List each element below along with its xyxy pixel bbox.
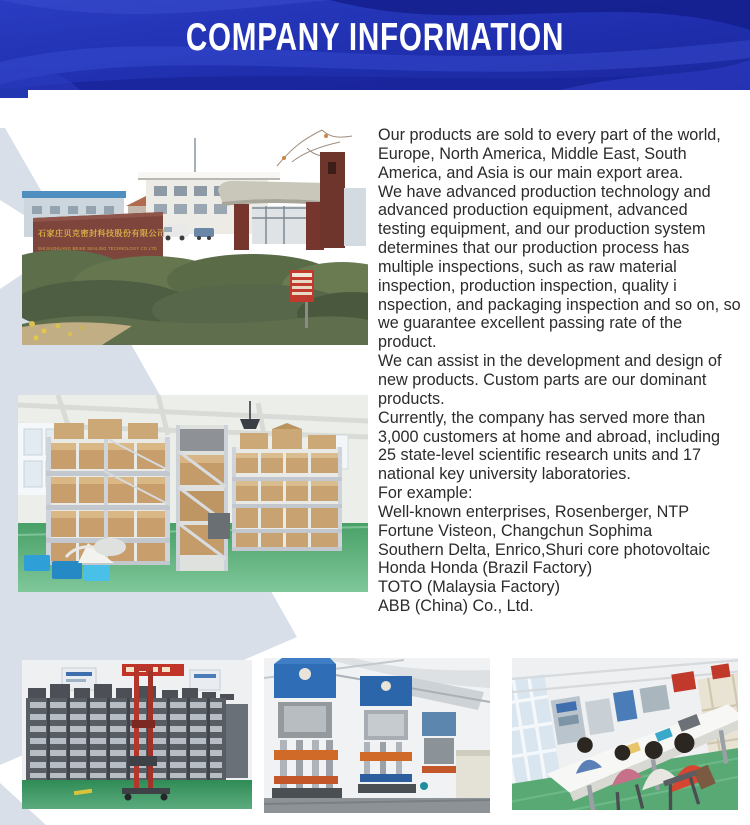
about-text-line: multiple inspections, such as raw material [378, 257, 677, 276]
about-text-line: TOTO (Malaysia Factory) [378, 578, 560, 597]
about-text-line: Well-known enterprises, Rosenberger, NTP [378, 502, 689, 521]
press-machine-2 [358, 676, 416, 793]
about-text-line: ABB (China) Co., Ltd. [378, 597, 534, 616]
about-text-line: advanced production equipment, advanced [378, 201, 688, 220]
press-machine-1 [272, 658, 342, 798]
about-text-line: 25 state-level scientific research units and 17 [378, 446, 702, 465]
about-text-line: we guarantee excellent passing rate of the [378, 314, 683, 333]
about-text-line: For example: [378, 484, 473, 503]
hose-coil [420, 782, 428, 790]
right-tower [320, 152, 366, 248]
about-text-line: Southern Delta, Enrico,Shuri core photovoltaic [378, 540, 711, 559]
cabinet-top [456, 750, 490, 756]
about-text-line: America, and Asia is our main export area. [378, 163, 684, 182]
company-sign-english: SHIJIAZHUANG BEIKE SEALING TECHNOLOGY CO LTD [38, 246, 157, 251]
about-text-line: inspection, production inspection, quality i [378, 276, 677, 295]
header-left-tab [0, 88, 28, 98]
office-photo [512, 658, 738, 810]
machinery-photo [264, 658, 490, 813]
rack-block-2 [232, 447, 342, 551]
about-text-line: Honda Honda (Brazil Factory) [378, 559, 593, 578]
header-banner [0, 0, 750, 90]
mold-racks-photo [22, 660, 252, 809]
about-text-line: testing equipment, and our production system [378, 220, 706, 239]
aisle-chair [208, 513, 230, 539]
company-sign-chinese: 石家庄贝克密封科技股份有限公司 [38, 229, 166, 238]
about-text-line: product. [378, 333, 437, 352]
about-text-line: national key university laboratories. [378, 465, 631, 484]
about-text-line: products. [378, 389, 445, 408]
about-text-line: 3,000 customers at home and abroad, including [378, 427, 720, 446]
control-cabinet [456, 754, 490, 802]
leaf-dot [324, 134, 328, 138]
about-text-line: We have advanced production technology and [378, 182, 711, 201]
about-text-line: Europe, North America, Middle East, South [378, 144, 687, 163]
entrance-gate [218, 181, 336, 250]
page-title: COMPANY INFORMATION [185, 16, 565, 59]
warehouse-photo [18, 395, 368, 592]
rack-tower [176, 425, 228, 571]
about-text-line: determines that our production process has [378, 239, 690, 258]
about-text-line: nspection, and packaging inspection and so on, so [378, 295, 741, 314]
about-text-line: We can assist in the development and design of [378, 352, 722, 371]
company-description [378, 126, 748, 616]
press-machine-3 [422, 712, 456, 773]
about-text-line: Our products are sold to every part of the world, [378, 126, 721, 144]
factory-entrance-photo [22, 128, 368, 345]
about-text-line: Fortune Visteon, Changchun Sophima [378, 521, 653, 540]
leaf-dot [282, 156, 286, 160]
about-text-line: Currently, the company has served more than [378, 408, 706, 427]
about-text-line: new products. Custom parts are our dominant [378, 370, 707, 389]
